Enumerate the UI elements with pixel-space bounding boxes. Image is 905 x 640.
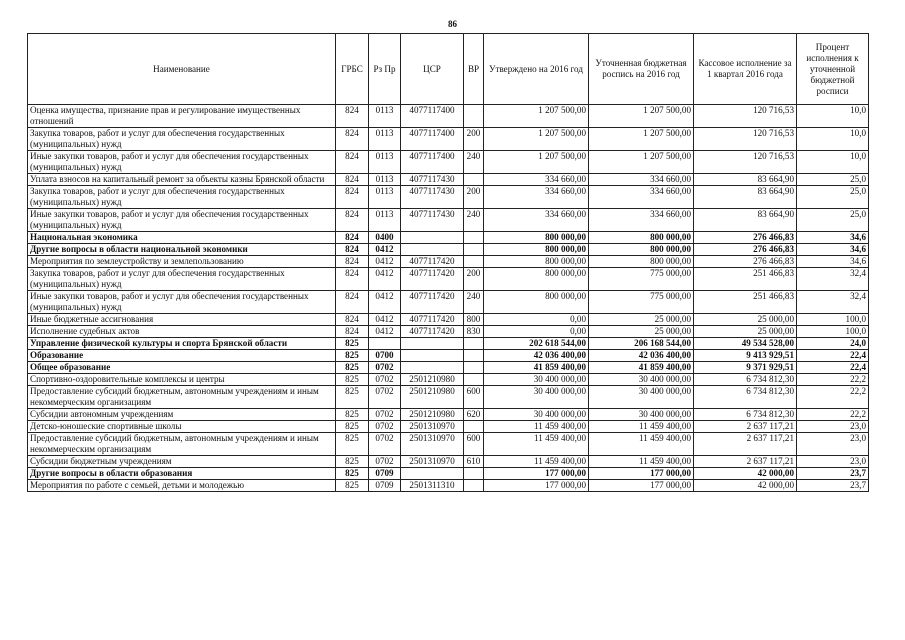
cell-execution: 6 734 812,30 <box>694 409 797 421</box>
cell-name: Другие вопросы в области образования <box>28 468 336 480</box>
cell-approved: 334 660,00 <box>484 174 589 186</box>
table-row <box>28 468 869 480</box>
cell-name: Закупка товаров, работ и услуг для обеспечения государственных (муниципальных) нужд <box>28 128 336 151</box>
cell-csr <box>401 468 464 480</box>
cell-csr: 2501210980 <box>401 409 464 421</box>
cell-approved: 1 207 500,00 <box>484 128 589 151</box>
cell-rzpr: 0702 <box>369 433 401 456</box>
table-row <box>28 480 869 492</box>
cell-rzpr: 0412 <box>369 326 401 338</box>
cell-percent: 10,0 <box>797 105 869 128</box>
cell-csr: 2501310970 <box>401 456 464 468</box>
cell-budget: 334 660,00 <box>589 174 694 186</box>
cell-approved: 11 459 400,00 <box>484 433 589 456</box>
cell-percent: 25,0 <box>797 209 869 232</box>
cell-budget: 775 000,00 <box>589 268 694 291</box>
cell-execution: 120 716,53 <box>694 151 797 174</box>
cell-approved: 202 618 544,00 <box>484 338 589 350</box>
cell-rzpr: 0113 <box>369 151 401 174</box>
cell-name: Исполнение судебных актов <box>28 326 336 338</box>
cell-grbs: 824 <box>336 268 369 291</box>
cell-approved: 177 000,00 <box>484 468 589 480</box>
cell-percent: 22,2 <box>797 386 869 409</box>
cell-execution: 120 716,53 <box>694 128 797 151</box>
table-row <box>28 362 869 374</box>
cell-budget: 11 459 400,00 <box>589 421 694 433</box>
cell-rzpr: 0702 <box>369 362 401 374</box>
cell-percent: 23,7 <box>797 480 869 492</box>
cell-vr <box>464 374 484 386</box>
cell-grbs: 824 <box>336 105 369 128</box>
cell-budget: 30 400 000,00 <box>589 409 694 421</box>
cell-vr: 240 <box>464 151 484 174</box>
cell-rzpr: 0113 <box>369 174 401 186</box>
cell-execution: 42 000,00 <box>694 480 797 492</box>
cell-approved: 30 400 000,00 <box>484 374 589 386</box>
cell-approved: 30 400 000,00 <box>484 409 589 421</box>
cell-rzpr: 0412 <box>369 244 401 256</box>
cell-percent: 100,0 <box>797 314 869 326</box>
cell-approved: 11 459 400,00 <box>484 421 589 433</box>
cell-budget: 1 207 500,00 <box>589 151 694 174</box>
cell-percent: 23,0 <box>797 456 869 468</box>
cell-budget: 11 459 400,00 <box>589 456 694 468</box>
cell-approved: 334 660,00 <box>484 186 589 209</box>
cell-grbs: 824 <box>336 151 369 174</box>
cell-budget: 30 400 000,00 <box>589 386 694 409</box>
table-body <box>28 105 869 492</box>
cell-execution: 2 637 117,21 <box>694 421 797 433</box>
cell-name: Иные закупки товаров, работ и услуг для обеспечения государственных (муниципальных) нужд <box>28 291 336 314</box>
cell-percent: 22,4 <box>797 362 869 374</box>
cell-budget: 1 207 500,00 <box>589 128 694 151</box>
cell-budget: 1 207 500,00 <box>589 105 694 128</box>
header-vr: ВР <box>464 34 484 105</box>
table-row <box>28 409 869 421</box>
cell-name: Спортивно-оздоровительные комплексы и центры <box>28 374 336 386</box>
cell-name: Предоставление субсидий бюджетным, автономным учреждениям и иным некоммерческим организациям <box>28 433 336 456</box>
cell-csr: 2501210980 <box>401 374 464 386</box>
cell-vr: 830 <box>464 326 484 338</box>
cell-grbs: 824 <box>336 326 369 338</box>
header-rzpr: Рз Пр <box>369 34 401 105</box>
cell-budget: 177 000,00 <box>589 480 694 492</box>
cell-percent: 100,0 <box>797 326 869 338</box>
header-execution: Кассовое исполнение за 1 квартал 2016 года <box>694 34 797 105</box>
cell-grbs: 825 <box>336 456 369 468</box>
cell-rzpr: 0709 <box>369 480 401 492</box>
header-percent: Процент исполнения к уточненной бюджетной росписи <box>797 34 869 105</box>
cell-vr: 200 <box>464 186 484 209</box>
cell-csr <box>401 244 464 256</box>
table-row <box>28 174 869 186</box>
table-row <box>28 433 869 456</box>
cell-rzpr: 0709 <box>369 468 401 480</box>
cell-execution: 251 466,83 <box>694 291 797 314</box>
table-row <box>28 186 869 209</box>
cell-grbs: 824 <box>336 314 369 326</box>
table-row <box>28 350 869 362</box>
cell-csr: 4077117400 <box>401 105 464 128</box>
cell-name: Другие вопросы в области национальной экономики <box>28 244 336 256</box>
cell-name: Оценка имущества, признание прав и регулирование имущественных отношений <box>28 105 336 128</box>
cell-name: Иные закупки товаров, работ и услуг для обеспечения государственных (муниципальных) нужд <box>28 151 336 174</box>
cell-execution: 42 000,00 <box>694 468 797 480</box>
header-csr: ЦСР <box>401 34 464 105</box>
cell-approved: 11 459 400,00 <box>484 456 589 468</box>
cell-name: Субсидии бюджетным учреждениям <box>28 456 336 468</box>
cell-approved: 177 000,00 <box>484 480 589 492</box>
cell-percent: 32,4 <box>797 268 869 291</box>
cell-execution: 9 413 929,51 <box>694 350 797 362</box>
cell-grbs: 824 <box>336 174 369 186</box>
cell-budget: 334 660,00 <box>589 209 694 232</box>
cell-percent: 34,6 <box>797 256 869 268</box>
cell-rzpr: 0113 <box>369 186 401 209</box>
cell-approved: 1 207 500,00 <box>484 105 589 128</box>
cell-percent: 22,4 <box>797 350 869 362</box>
table-row <box>28 374 869 386</box>
table-row <box>28 421 869 433</box>
cell-grbs: 825 <box>336 350 369 362</box>
table-row <box>28 386 869 409</box>
cell-execution: 276 466,83 <box>694 256 797 268</box>
header-budget: Уточненная бюджетная роспись на 2016 год <box>589 34 694 105</box>
cell-csr: 2501210980 <box>401 386 464 409</box>
table-row <box>28 291 869 314</box>
cell-approved: 0,00 <box>484 314 589 326</box>
cell-vr: 240 <box>464 209 484 232</box>
cell-rzpr: 0113 <box>369 105 401 128</box>
cell-name: Детско-юношеские спортивные школы <box>28 421 336 433</box>
cell-csr <box>401 338 464 350</box>
cell-csr <box>401 232 464 244</box>
cell-rzpr: 0702 <box>369 456 401 468</box>
cell-budget: 25 000,00 <box>589 326 694 338</box>
cell-vr <box>464 244 484 256</box>
cell-vr: 600 <box>464 386 484 409</box>
cell-csr: 2501311310 <box>401 480 464 492</box>
cell-name: Уплата взносов на капитальный ремонт за объекты казны Брянской области <box>28 174 336 186</box>
cell-rzpr: 0412 <box>369 314 401 326</box>
cell-budget: 775 000,00 <box>589 291 694 314</box>
table-row <box>28 105 869 128</box>
cell-grbs: 825 <box>336 433 369 456</box>
cell-name: Мероприятия по работе с семьей, детьми и молодежью <box>28 480 336 492</box>
cell-csr: 4077117400 <box>401 151 464 174</box>
table-row <box>28 268 869 291</box>
budget-table <box>27 33 869 492</box>
cell-vr <box>464 480 484 492</box>
cell-csr: 4077117430 <box>401 209 464 232</box>
cell-percent: 34,6 <box>797 232 869 244</box>
cell-grbs: 825 <box>336 409 369 421</box>
cell-vr: 600 <box>464 433 484 456</box>
cell-budget: 800 000,00 <box>589 244 694 256</box>
cell-vr: 610 <box>464 456 484 468</box>
cell-grbs: 824 <box>336 256 369 268</box>
cell-vr <box>464 468 484 480</box>
cell-vr <box>464 421 484 433</box>
cell-grbs: 825 <box>336 362 369 374</box>
cell-csr <box>401 362 464 374</box>
cell-execution: 9 371 929,51 <box>694 362 797 374</box>
cell-budget: 41 859 400,00 <box>589 362 694 374</box>
cell-execution: 6 734 812,30 <box>694 374 797 386</box>
cell-vr: 240 <box>464 291 484 314</box>
cell-approved: 334 660,00 <box>484 209 589 232</box>
cell-budget: 42 036 400,00 <box>589 350 694 362</box>
cell-rzpr: 0702 <box>369 374 401 386</box>
cell-grbs: 825 <box>336 421 369 433</box>
cell-approved: 42 036 400,00 <box>484 350 589 362</box>
cell-rzpr: 0702 <box>369 386 401 409</box>
cell-vr: 620 <box>464 409 484 421</box>
cell-grbs: 825 <box>336 338 369 350</box>
cell-percent: 22,2 <box>797 374 869 386</box>
cell-rzpr: 0113 <box>369 209 401 232</box>
cell-execution: 276 466,83 <box>694 244 797 256</box>
cell-rzpr: 0702 <box>369 421 401 433</box>
cell-budget: 25 000,00 <box>589 314 694 326</box>
cell-budget: 334 660,00 <box>589 186 694 209</box>
cell-csr: 2501310970 <box>401 421 464 433</box>
cell-percent: 22,2 <box>797 409 869 421</box>
cell-percent: 34,6 <box>797 244 869 256</box>
table-row <box>28 456 869 468</box>
cell-approved: 800 000,00 <box>484 232 589 244</box>
cell-rzpr: 0412 <box>369 291 401 314</box>
cell-grbs: 824 <box>336 291 369 314</box>
cell-grbs: 824 <box>336 186 369 209</box>
cell-vr <box>464 338 484 350</box>
cell-percent: 24,0 <box>797 338 869 350</box>
cell-csr: 4077117420 <box>401 291 464 314</box>
cell-name: Национальная экономика <box>28 232 336 244</box>
cell-grbs: 825 <box>336 374 369 386</box>
cell-execution: 276 466,83 <box>694 232 797 244</box>
cell-percent: 10,0 <box>797 151 869 174</box>
cell-name: Общее образование <box>28 362 336 374</box>
cell-name: Управление физической культуры и спорта Брянской области <box>28 338 336 350</box>
cell-approved: 41 859 400,00 <box>484 362 589 374</box>
cell-execution: 2 637 117,21 <box>694 433 797 456</box>
cell-grbs: 824 <box>336 209 369 232</box>
cell-budget: 30 400 000,00 <box>589 374 694 386</box>
cell-vr <box>464 256 484 268</box>
cell-grbs: 824 <box>336 128 369 151</box>
cell-percent: 25,0 <box>797 186 869 209</box>
cell-csr <box>401 350 464 362</box>
cell-csr: 4077117430 <box>401 186 464 209</box>
cell-execution: 2 637 117,21 <box>694 456 797 468</box>
header-grbs: ГРБС <box>336 34 369 105</box>
cell-csr: 4077117420 <box>401 326 464 338</box>
cell-execution: 49 534 528,00 <box>694 338 797 350</box>
cell-execution: 25 000,00 <box>694 326 797 338</box>
cell-approved: 800 000,00 <box>484 268 589 291</box>
cell-execution: 83 664,90 <box>694 174 797 186</box>
table-row <box>28 151 869 174</box>
table-row <box>28 314 869 326</box>
cell-vr <box>464 105 484 128</box>
cell-percent: 23,0 <box>797 421 869 433</box>
cell-budget: 177 000,00 <box>589 468 694 480</box>
cell-csr: 4077117420 <box>401 256 464 268</box>
cell-grbs: 824 <box>336 232 369 244</box>
cell-rzpr: 0700 <box>369 350 401 362</box>
table-header-row <box>28 34 869 105</box>
cell-approved: 1 207 500,00 <box>484 151 589 174</box>
cell-percent: 32,4 <box>797 291 869 314</box>
cell-vr <box>464 362 484 374</box>
table-row <box>28 209 869 232</box>
header-name: Наименование <box>28 34 336 105</box>
table-row <box>28 338 869 350</box>
cell-rzpr: 0702 <box>369 409 401 421</box>
cell-name: Образование <box>28 350 336 362</box>
cell-vr: 800 <box>464 314 484 326</box>
cell-percent: 23,0 <box>797 433 869 456</box>
cell-grbs: 825 <box>336 386 369 409</box>
cell-execution: 251 466,83 <box>694 268 797 291</box>
table-row <box>28 232 869 244</box>
cell-rzpr <box>369 338 401 350</box>
cell-name: Мероприятия по землеустройству и землепользованию <box>28 256 336 268</box>
cell-execution: 83 664,90 <box>694 186 797 209</box>
cell-approved: 0,00 <box>484 326 589 338</box>
header-approved: Утверждено на 2016 год <box>484 34 589 105</box>
cell-vr: 200 <box>464 268 484 291</box>
cell-name: Иные закупки товаров, работ и услуг для обеспечения государственных (муниципальных) нужд <box>28 209 336 232</box>
cell-csr: 4077117430 <box>401 174 464 186</box>
cell-name: Закупка товаров, работ и услуг для обеспечения государственных (муниципальных) нужд <box>28 186 336 209</box>
page-number: 86 <box>448 19 457 29</box>
cell-vr <box>464 350 484 362</box>
table-row <box>28 244 869 256</box>
cell-budget: 800 000,00 <box>589 232 694 244</box>
cell-csr: 4077117420 <box>401 314 464 326</box>
cell-execution: 120 716,53 <box>694 105 797 128</box>
cell-execution: 83 664,90 <box>694 209 797 232</box>
cell-budget: 800 000,00 <box>589 256 694 268</box>
cell-percent: 23,7 <box>797 468 869 480</box>
cell-rzpr: 0412 <box>369 268 401 291</box>
cell-percent: 10,0 <box>797 128 869 151</box>
cell-name: Закупка товаров, работ и услуг для обеспечения государственных (муниципальных) нужд <box>28 268 336 291</box>
cell-execution: 6 734 812,30 <box>694 386 797 409</box>
table-row <box>28 256 869 268</box>
table-row <box>28 128 869 151</box>
cell-grbs: 825 <box>336 468 369 480</box>
cell-vr <box>464 232 484 244</box>
cell-rzpr: 0113 <box>369 128 401 151</box>
cell-approved: 30 400 000,00 <box>484 386 589 409</box>
cell-grbs: 824 <box>336 244 369 256</box>
cell-name: Иные бюджетные ассигнования <box>28 314 336 326</box>
cell-rzpr: 0400 <box>369 232 401 244</box>
cell-approved: 800 000,00 <box>484 291 589 314</box>
cell-budget: 206 168 544,00 <box>589 338 694 350</box>
cell-csr: 4077117420 <box>401 268 464 291</box>
cell-vr: 200 <box>464 128 484 151</box>
cell-csr: 4077117400 <box>401 128 464 151</box>
cell-approved: 800 000,00 <box>484 256 589 268</box>
cell-name: Субсидии автономным учреждениям <box>28 409 336 421</box>
cell-csr: 2501310970 <box>401 433 464 456</box>
cell-percent: 25,0 <box>797 174 869 186</box>
cell-grbs: 825 <box>336 480 369 492</box>
cell-vr <box>464 174 484 186</box>
cell-rzpr: 0412 <box>369 256 401 268</box>
table-row <box>28 326 869 338</box>
cell-execution: 25 000,00 <box>694 314 797 326</box>
cell-name: Предоставление субсидий бюджетным, автономным учреждениям и иным некоммерческим организациям <box>28 386 336 409</box>
cell-approved: 800 000,00 <box>484 244 589 256</box>
cell-budget: 11 459 400,00 <box>589 433 694 456</box>
